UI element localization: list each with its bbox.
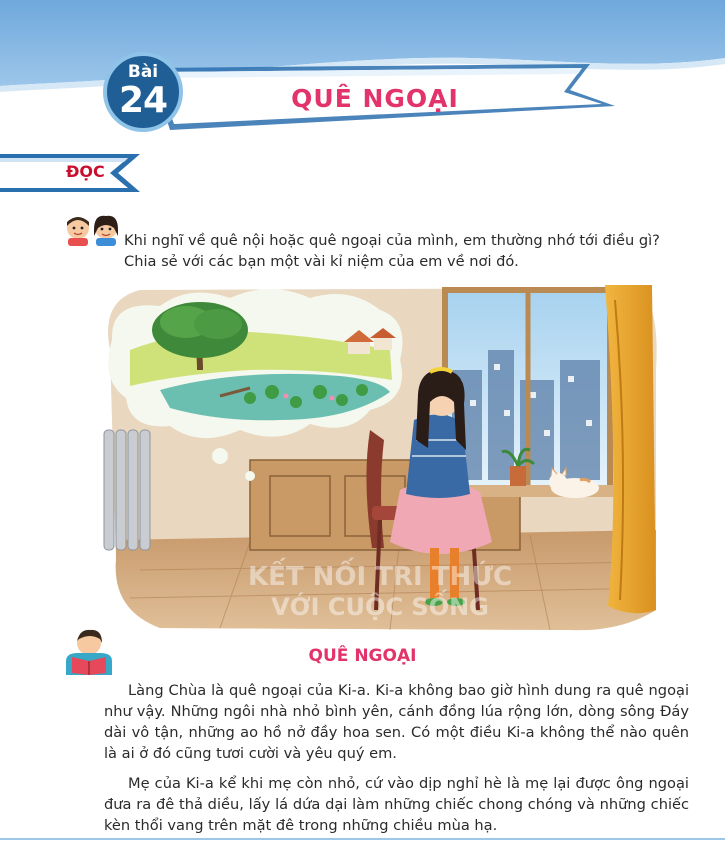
lesson-number: 24 [118, 80, 168, 121]
lesson-word: Bài [127, 62, 159, 82]
watermark-line-1: KẾT NỐI TRI THỨC [247, 562, 513, 592]
lesson-title: QUÊ NGOẠI [291, 84, 459, 113]
section-label: ĐỌC [66, 162, 105, 181]
story-title: QUÊ NGOẠI [308, 646, 417, 666]
kids-discussion-icon [60, 214, 126, 246]
story-paragraph-2: Mẹ của Ki-a kể khi mẹ còn nhỏ, cứ vào dịp nghỉ hè là mẹ lại được ông ngoại đưa ra đê thả diều, lấy lá dứa dại làm những chiếc chong chóng và những chiếc kèn thổi vang trên mặt đê trong những chiều mùa hạ. [104, 775, 689, 834]
watermark-line-2: VỚI CUỘC SỐNG [271, 593, 489, 621]
story-illustration [100, 280, 660, 640]
story-paragraph-1: Làng Chùa là quê ngoại của Ki-a. Ki-a không bao giờ hình dung ra quê ngoại như vậy. Những ngôi nhà nhỏ bình yên, cánh đồng lúa rộng lớn, dòng sông Đáy dài vô tận, những ao hồ nở đầy hoa sen. Có một điều Ki-a không thể nào quên là ai ở đó cũng tươi cười và yêu quý em. [104, 682, 689, 762]
bottom-divider [0, 838, 725, 840]
lesson-number-badge [103, 52, 183, 132]
discussion-prompt: Khi nghĩ về quê nội hoặc quê ngoại của mình, em thường nhớ tới điều gì? Chia sẻ với các bạn một vài kỉ niệm của em về nơi đó. [124, 232, 660, 270]
